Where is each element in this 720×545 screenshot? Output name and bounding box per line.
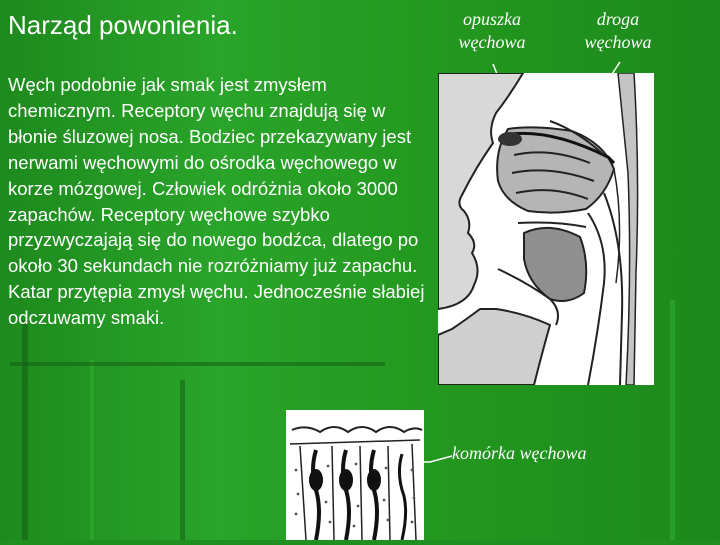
olfactory-tract-label-line2: węchowa [584, 32, 652, 52]
olfactory-cell-diagram [286, 410, 424, 540]
olfactory-tract-label-line1: droga [596, 9, 640, 29]
olfactory-bulb-label-line2: węchowa [458, 32, 526, 52]
slide-paragraph: Węch podobnie jak smak jest zmysłem chemicznym. Receptory węchu znajdują się w błonie śluzowej nosa. Bodziec przekazywany jest nerwami węchowymi do ośrodka węchowego w korze mózgowej. Człowiek odróżnia około 3000 zapachów. Receptory węchowe szybko przyzwyczajają się do nowego bodźca, dlatego po około 30 sekundach nie rozróżniamy już zapachu. Katar przytępia zmysł węchu. Jednocześnie słabiej odczuwamy smaki. [8, 74, 425, 329]
olfactory-cell-label: komórka węchowa [452, 443, 587, 463]
olfactory-bulb-label-line1: opuszka [463, 9, 521, 29]
slide-title: Narząd powonienia. [8, 10, 238, 40]
nasal-cavity-diagram [438, 73, 654, 385]
